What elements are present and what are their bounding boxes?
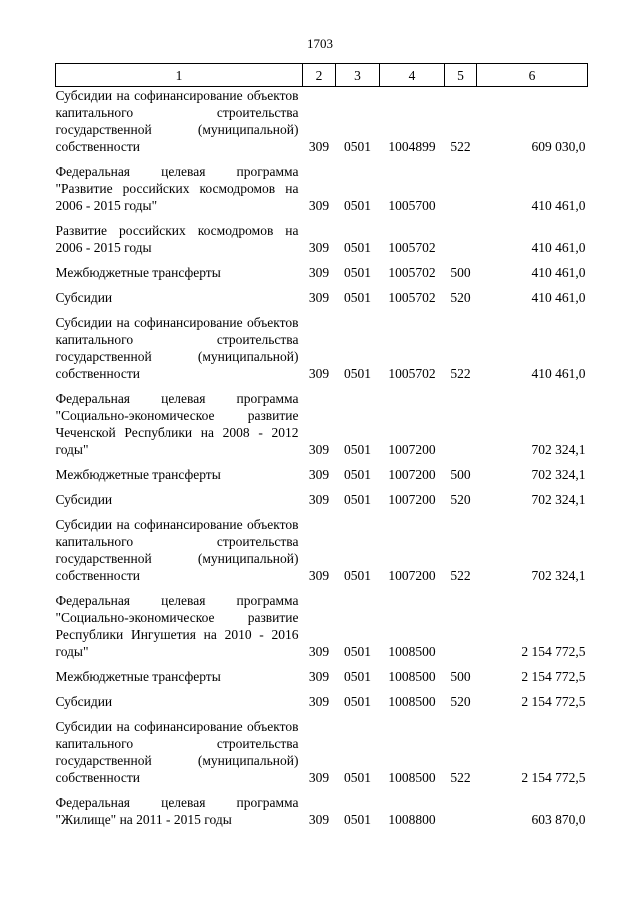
table-row <box>56 314 588 390</box>
row-expense-type: 500 <box>450 467 471 482</box>
row-target-code: 1007200 <box>388 442 436 457</box>
row-ministry-code: 309 <box>308 442 330 457</box>
row-section-code: 0501 <box>344 694 371 709</box>
table-body <box>56 87 588 837</box>
row-amount: 702 324,1 <box>531 442 586 457</box>
table-row <box>56 718 588 794</box>
row-section-code: 0501 <box>344 198 371 213</box>
row-name: Федеральная целевая программа "Социально-экономическое развитие Республики Ингушетия на 2010 - 2016 годы" <box>55 593 299 659</box>
header-row <box>56 64 588 87</box>
row-expense-type <box>445 390 477 466</box>
column-header-3: 3 <box>336 64 380 87</box>
row-name: Федеральная целевая программа "Жилище" на 2011 - 2015 годы <box>55 795 299 827</box>
row-section-code: 0501 <box>344 139 371 154</box>
row-amount: 603 870,0 <box>531 812 586 827</box>
row-section-code: 0501 <box>344 568 371 583</box>
row-name: Субсидии на софинансирование объектов капитального строительства государственной (муниципальной) собственности <box>55 517 299 583</box>
row-expense-type <box>445 163 477 222</box>
row-ministry-code: 309 <box>308 669 330 684</box>
row-amount: 609 030,0 <box>531 139 586 154</box>
table-row <box>56 222 588 264</box>
row-ministry-code: 309 <box>308 139 330 154</box>
row-amount: 410 461,0 <box>531 240 586 255</box>
row-expense-type: 520 <box>450 492 471 507</box>
row-section-code: 0501 <box>344 240 371 255</box>
row-target-code: 1008500 <box>388 644 436 659</box>
row-name: Субсидии <box>55 492 113 507</box>
budget-table <box>55 63 588 836</box>
table-row <box>56 264 588 289</box>
row-name: Развитие российских космодромов на 2006 - 2015 годы <box>55 223 299 255</box>
row-amount: 410 461,0 <box>531 290 586 305</box>
row-target-code: 1005702 <box>388 366 436 381</box>
row-target-code: 1005702 <box>388 265 436 280</box>
table-row <box>56 87 588 164</box>
row-target-code: 1005702 <box>388 290 436 305</box>
row-amount: 2 154 772,5 <box>521 770 586 785</box>
row-section-code: 0501 <box>344 770 371 785</box>
row-ministry-code: 309 <box>308 290 330 305</box>
row-expense-type: 522 <box>450 366 471 381</box>
row-name: Межбюджетные трансферты <box>55 669 221 684</box>
row-amount: 2 154 772,5 <box>521 669 586 684</box>
row-section-code: 0501 <box>344 669 371 684</box>
row-name: Субсидии на софинансирование объектов капитального строительства государственной (муниципальной) собственности <box>55 88 299 154</box>
row-amount: 410 461,0 <box>531 366 586 381</box>
row-ministry-code: 309 <box>308 812 330 827</box>
row-ministry-code: 309 <box>308 366 330 381</box>
row-amount: 410 461,0 <box>531 265 586 280</box>
row-section-code: 0501 <box>344 467 371 482</box>
row-target-code: 1004899 <box>388 139 436 154</box>
column-header-4: 4 <box>380 64 445 87</box>
table-row <box>56 289 588 314</box>
row-target-code: 1008500 <box>388 694 436 709</box>
row-amount: 2 154 772,5 <box>521 644 586 659</box>
row-target-code: 1008500 <box>388 669 436 684</box>
row-name: Субсидии <box>55 694 113 709</box>
row-ministry-code: 309 <box>308 265 330 280</box>
row-amount: 702 324,1 <box>531 568 586 583</box>
row-expense-type: 522 <box>450 568 471 583</box>
table-row <box>56 516 588 592</box>
row-ministry-code: 309 <box>308 240 330 255</box>
row-expense-type <box>445 592 477 668</box>
row-amount: 702 324,1 <box>531 492 586 507</box>
row-amount: 2 154 772,5 <box>521 694 586 709</box>
row-name: Межбюджетные трансферты <box>55 265 221 280</box>
row-ministry-code: 309 <box>308 492 330 507</box>
row-expense-type: 500 <box>450 265 471 280</box>
row-expense-type: 520 <box>450 290 471 305</box>
table-row <box>56 668 588 693</box>
row-expense-type: 500 <box>450 669 471 684</box>
table-row <box>56 466 588 491</box>
column-header-5: 5 <box>445 64 477 87</box>
table-row <box>56 592 588 668</box>
row-target-code: 1007200 <box>388 492 436 507</box>
row-name: Субсидии <box>55 290 113 305</box>
row-ministry-code: 309 <box>308 694 330 709</box>
row-target-code: 1007200 <box>388 467 436 482</box>
row-name: Федеральная целевая программа "Социально-экономическое развитие Чеченской Республики на 2008 - 2012 годы" <box>55 391 299 457</box>
table-row <box>56 794 588 836</box>
row-name: Межбюджетные трансферты <box>55 467 221 482</box>
row-target-code: 1007200 <box>388 568 436 583</box>
row-section-code: 0501 <box>344 492 371 507</box>
row-name: Федеральная целевая программа "Развитие российских космодромов на 2006 - 2015 годы" <box>55 164 299 213</box>
row-amount: 702 324,1 <box>531 467 586 482</box>
table-row <box>56 693 588 718</box>
row-ministry-code: 309 <box>308 770 330 785</box>
table-row <box>56 163 588 222</box>
row-amount: 410 461,0 <box>531 198 586 213</box>
column-header-2: 2 <box>303 64 336 87</box>
row-section-code: 0501 <box>344 812 371 827</box>
row-ministry-code: 309 <box>308 568 330 583</box>
row-target-code: 1005700 <box>388 198 436 213</box>
row-expense-type: 522 <box>450 770 471 785</box>
row-section-code: 0501 <box>344 644 371 659</box>
table-row <box>56 491 588 516</box>
row-ministry-code: 309 <box>308 467 330 482</box>
table-row <box>56 390 588 466</box>
row-section-code: 0501 <box>344 442 371 457</box>
page-number: 1703 <box>307 36 333 51</box>
row-expense-type: 522 <box>450 139 471 154</box>
row-section-code: 0501 <box>344 366 371 381</box>
row-ministry-code: 309 <box>308 644 330 659</box>
row-target-code: 1008800 <box>388 812 436 827</box>
column-header-6: 6 <box>477 64 588 87</box>
row-expense-type <box>445 222 477 264</box>
column-header-1: 1 <box>56 64 303 87</box>
row-ministry-code: 309 <box>308 198 330 213</box>
row-target-code: 1008500 <box>388 770 436 785</box>
row-expense-type <box>445 794 477 836</box>
row-name: Субсидии на софинансирование объектов капитального строительства государственной (муниципальной) собственности <box>55 315 299 381</box>
row-name: Субсидии на софинансирование объектов капитального строительства государственной (муниципальной) собственности <box>55 719 299 785</box>
row-section-code: 0501 <box>344 290 371 305</box>
row-expense-type: 520 <box>450 694 471 709</box>
row-section-code: 0501 <box>344 265 371 280</box>
row-target-code: 1005702 <box>388 240 436 255</box>
